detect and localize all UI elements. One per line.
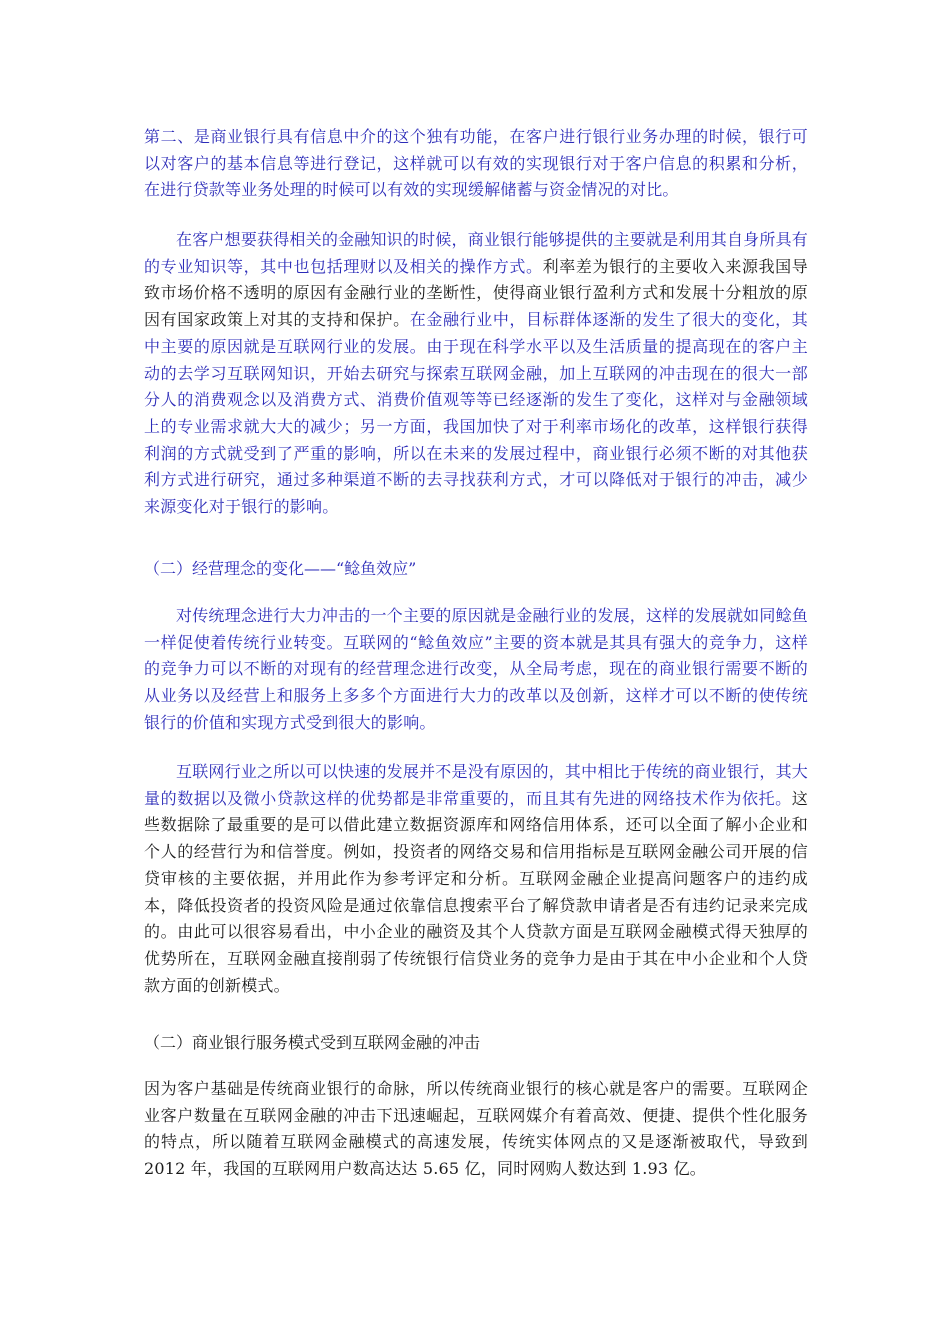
paragraph-financial-knowledge bbox=[144, 227, 808, 521]
paragraph-text-segment: 利率差为银行的主要收入来源我国导致市场价格不透明的原因有金融行业的垄断性，使得商业银行盈利方式和发展十分粗放的原因有国家政策上对其的支持和保护。 bbox=[144, 256, 808, 330]
paragraph-text-segment: 在客户想要获得相关的金融知识的时候，商业银行能够提供的主要就是利用其自身所具有的专业知识等，其中也包括理财以及相关的操作方式。 bbox=[144, 230, 808, 276]
paragraph-text-segment: 在金融行业中，目标群体逐渐的发生了很大的变化，其中主要的原因就是互联网行业的发展。由于现在科学水平以及生活质量的提高现在的客户主动的去学习互联网知识，开始去研究与探索互联网金融，加上互联网的冲击现在的很大一部分人的消费观念以及消费方式、消费价值观等等已经逐渐的发生了变化，这样对与金融领域上的专业需求就大大的减少；另一方面，我国加快了对于利率市场化的改革，这样银行获得利润的方式就受到了严重的影响，所以在未来的发展过程中，商业银行必须不断的对其他获利方式进行研究，通过多种渠道不断的去寻找获利方式，才可以降低对于银行的冲击，减少来源变化对于银行的影响。 bbox=[144, 310, 808, 517]
paragraph-information-intermediary bbox=[144, 124, 808, 204]
paragraph-catfish-effect bbox=[144, 603, 808, 737]
paragraph-text-segment: 这些数据除了最重要的是可以借此建立数据资源库和网络信用体系，还可以全面了解小企业和个人的经营行为和信誉度。例如，投资者的网络交易和信用指标是互联网金融公司开展的信贷审核的主要依据，并用此作为参考评定和分析。互联网金融企业提高问题客户的违约成本，降低投资者的投资风险是通过依靠信息搜索平台了解贷款申请者是否有违约记录来完成的。由此可以很容易看出，中小企业的融资及其个人贷款方面是互联网金融模式得天独厚的优势所在，互联网金融直接削弱了传统银行信贷业务的竞争力是由于其在中小企业和个人贷款方面的创新模式。 bbox=[144, 788, 808, 995]
heading-text: （二）经营理念的变化——“鲶鱼效应” bbox=[144, 559, 417, 578]
heading-text: （二）商业银行服务模式受到互联网金融的冲击 bbox=[144, 1033, 481, 1052]
paragraph-text: 第二、是商业银行具有信息中介的这个独有功能，在客户进行银行业务办理的时候，银行可以对客户的基本信息等进行登记，这样就可以有效的实现银行对于客户信息的积累和分析，在进行贷款等业务处理的时候可以有效的实现缓解储蓄与资金情况的对比。 bbox=[144, 127, 808, 200]
paragraph-text: 对传统理念进行大力冲击的一个主要的原因就是金融行业的发展，这样的发展就如同鲶鱼一样促使着传统行业转变。互联网的“鲶鱼效应”主要的资本就是其具有强大的竞争力，这样的竞争力可以不断的对现有的经营理念进行改变，从全局考虑，现在的商业银行需要不断的从业务以及经营上和服务上多多个方面进行大力的改革以及创新，这样才可以不断的使传统银行的价值和实现方式受到很大的影响。 bbox=[144, 606, 808, 732]
paragraph-internet-advantage bbox=[144, 759, 808, 999]
section-heading-service-model bbox=[144, 1030, 808, 1057]
section-heading-catfish-effect bbox=[144, 556, 808, 583]
paragraph-text: 因为客户基础是传统商业银行的命脉，所以传统商业银行的核心就是客户的需要。互联网企业客户数量在互联网金融的冲击下迅速崛起，互联网媒介有着高效、便捷、提供个性化服务的特点，所以随着互联网金融模式的高速发展，传统实体网点的又是逐渐被取代，导致到 2012 年，我国的互联网用户数高达达 5.65 亿，同时网购人数达到 1.93 亿。 bbox=[144, 1079, 808, 1179]
paragraph-text-segment: 互联网行业之所以可以快速的发展并不是没有原因的，其中相比于传统的商业银行，其大量的数据以及微小贷款这样的优势都是非常重要的，而且其有先进的网络技术作为依托。 bbox=[144, 762, 808, 808]
paragraph-customer-base bbox=[144, 1076, 808, 1183]
